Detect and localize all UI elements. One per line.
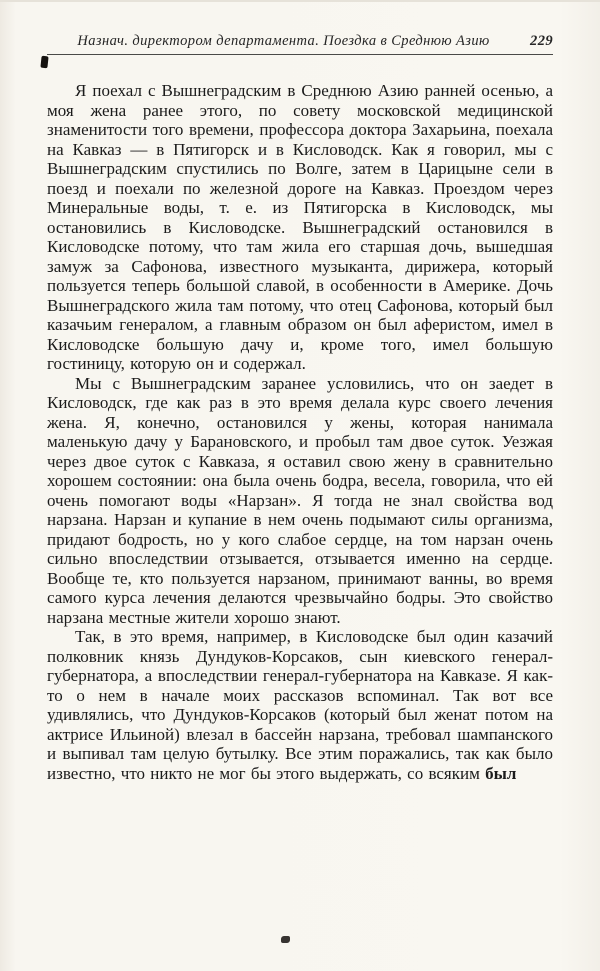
scan-artifact-left-margin — [40, 56, 48, 69]
page-number: 229 — [530, 33, 553, 49]
scan-artifact-bottom — [281, 936, 290, 943]
paragraph-3 — [47, 627, 553, 783]
header-rule — [47, 54, 553, 55]
paragraph-3-bold-word: был — [485, 763, 517, 783]
paragraph-2: Мы с Вышнеградским заранее условились, что он заедет в Кисловодск, где как раз в это время делала курс своего лечения жена. Я, конечно, остановился у жены, которая нанимала маленькую дачу у Барановского, и пробыл там двое суток. Уезжая через двое суток с Кавказа, я оставил свою жену в сравнительно хорошем состоянии: она была очень бодра, весела, говорила, что ей очень помогают воды «Нарзан». Я тогда не знал свойства вод нарзана. Нарзан и купание в нем очень подымают силы организма, придают бодрость, но у кого слабое сердце, на том нарзан очень сильно впоследствии отзывается, отзывается именно на сердце. Вообще те, кто пользуется нарзаном, принимают ванны, во время самого курса лечения делаются чрезвычайно бодры. Это свойство нарзана местные жители хорошо знают. — [47, 373, 553, 627]
running-header — [47, 33, 553, 54]
page-body — [47, 81, 553, 783]
paragraph-3-text: Так, в это время, например, в Кисловодске был один казачий полковник князь Дундуков-Корсаков, сын киевского генерал-губернатора, а впоследствии генерал-губернатора на Кавказе. Я как-то о нем в начале моих рассказов вспоминал. Так вот все удивлялись, что Дундуков-Корсаков (который был женат потом на актрисе Ильиной) влезал в бассейн нарзана, требовал шампанского и выпивал там целую бутылку. Все этим поражались, так как было известно, что никто не мог бы этого выдержать, со всяким — [47, 627, 553, 783]
paragraph-1: Я поехал с Вышнеградским в Среднюю Азию ранней осенью, а моя жена ранее этого, по совету московской медицинской знаменитости того времени, профессора доктора Захарьина, поехала на Кавказ — в Пятигорск и в Кисловодск. Как я говорил, мы с Вышнеградским спустились по Волге, затем в Царицыне сели в поезд и поехали по железной дороге на Кавказ. Проездом через Минеральные воды, т. е. из Пятигорска в Кисловодск, мы остановились в Кисловодске. Вышнеградский остановился в Кисловодске потому, что там жила его старшая дочь, вышедшая замуж за Сафонова, известного музыканта, дирижера, который пользуется теперь большой славой, в особенности в Америке. Дочь Вышнеградского жила там потому, что отец Сафонова, который был казачьим генералом, а главным образом он был аферистом, имел в Кисловодске большую дачу и, кроме того, имел большую гостиницу, которую он и содержал. — [47, 81, 553, 373]
scan-edge-shadow — [0, 0, 600, 2]
header-title: Назнач. директором департамента. Поездка в Среднюю Азию — [77, 33, 490, 49]
